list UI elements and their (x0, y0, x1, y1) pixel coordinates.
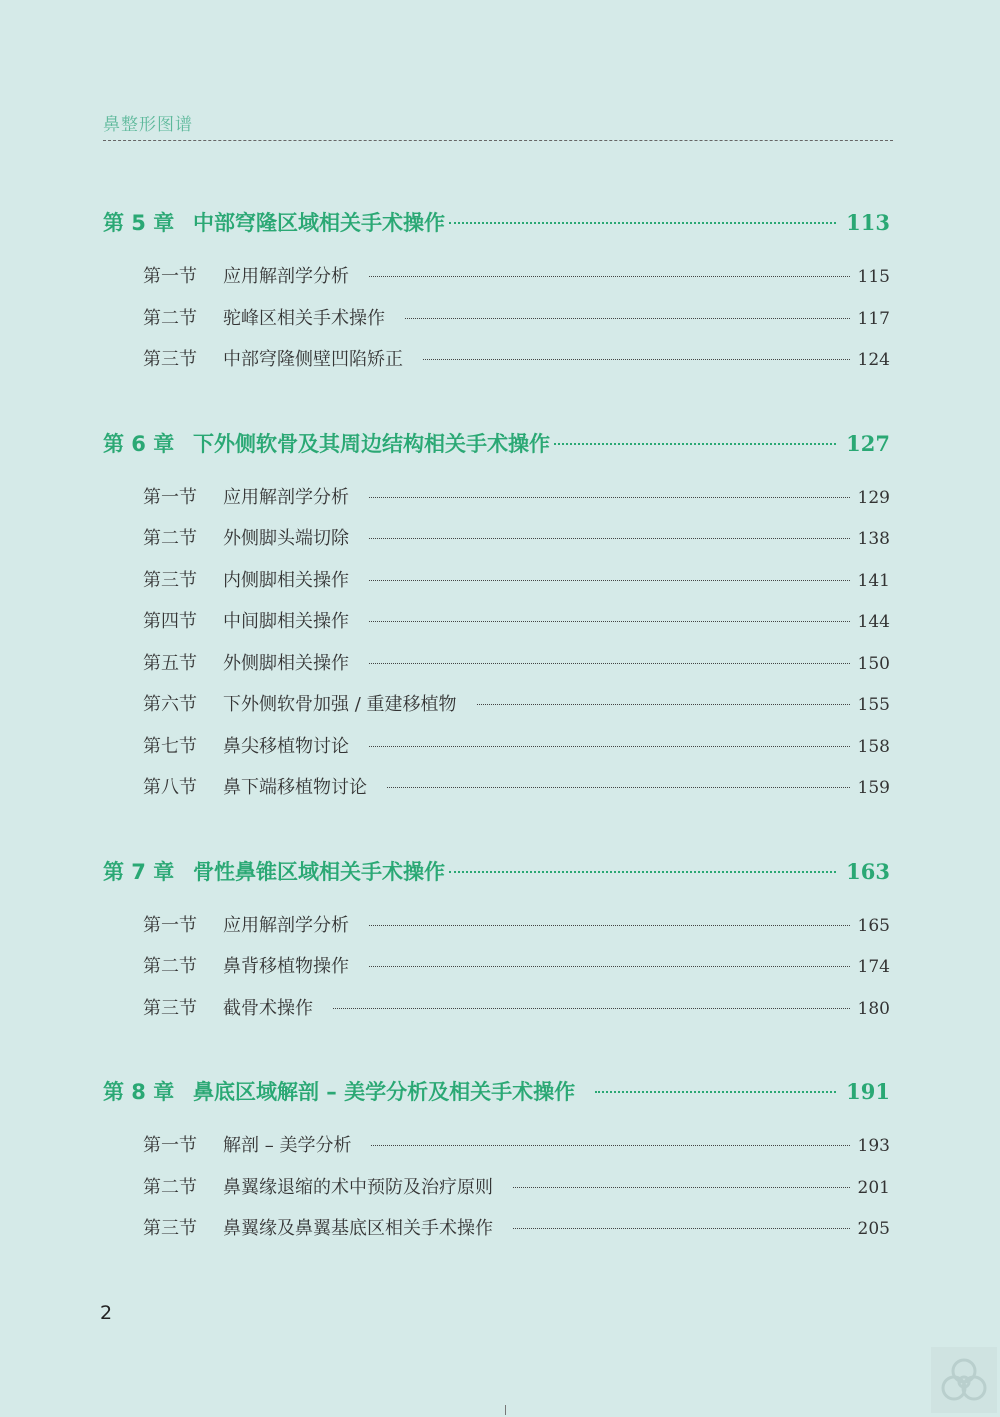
chapter-page: 163 (846, 859, 890, 884)
section-page: 159 (857, 778, 890, 798)
section-title: 中部穹隆侧壁凹陷矫正 (223, 349, 403, 370)
biohazard-watermark-icon (931, 1347, 997, 1413)
chapter-title: 骨性鼻锥区域相关手术操作 (193, 860, 445, 884)
chapter-page: 113 (846, 210, 890, 235)
chapter-number: 第 8 章 (103, 1080, 175, 1104)
header-divider (103, 140, 893, 141)
section-row[interactable] (143, 1214, 890, 1240)
section-title: 应用解剖学分析 (223, 487, 349, 508)
section-page: 205 (857, 1219, 890, 1239)
chapter-row[interactable] (103, 207, 890, 237)
section-page: 193 (857, 1136, 890, 1156)
chapter-title: 中部穹隆区域相关手术操作 (193, 211, 445, 235)
section-number: 第三节 (143, 1218, 197, 1239)
section-title: 鼻背移植物操作 (223, 956, 349, 977)
chapter-title: 鼻底区域解剖 – 美学分析及相关手术操作 (193, 1080, 576, 1104)
section-number: 第一节 (143, 1135, 197, 1156)
dot-leader (369, 580, 850, 581)
dot-leader (449, 871, 836, 873)
chapter-row[interactable] (103, 428, 890, 458)
section-title: 中间脚相关操作 (223, 611, 349, 632)
section-number: 第五节 (143, 653, 197, 674)
section-page: 117 (857, 309, 890, 329)
crop-mark (505, 1405, 506, 1415)
section-row[interactable] (143, 607, 890, 633)
section-row[interactable] (143, 566, 890, 592)
section-number: 第八节 (143, 777, 197, 798)
dot-leader (369, 746, 850, 747)
dot-leader (369, 966, 850, 967)
dot-leader (371, 1145, 849, 1146)
section-row[interactable] (143, 732, 890, 758)
dot-leader (369, 276, 850, 277)
section-title: 外侧脚头端切除 (223, 528, 349, 549)
dot-leader (513, 1187, 850, 1188)
chapter-row[interactable] (103, 1076, 890, 1106)
section-title: 鼻翼缘退缩的术中预防及治疗原则 (223, 1177, 493, 1198)
section-title: 应用解剖学分析 (223, 266, 349, 287)
section-row[interactable] (143, 483, 890, 509)
section-number: 第三节 (143, 570, 197, 591)
dot-leader (405, 318, 850, 319)
section-title: 鼻翼缘及鼻翼基底区相关手术操作 (223, 1218, 493, 1239)
section-page: 129 (857, 488, 890, 508)
dot-leader (333, 1008, 850, 1009)
section-number: 第二节 (143, 956, 197, 977)
dot-leader (369, 925, 850, 926)
section-number: 第一节 (143, 915, 197, 936)
section-title: 外侧脚相关操作 (223, 653, 349, 674)
section-number: 第二节 (143, 528, 197, 549)
section-row[interactable] (143, 649, 890, 675)
section-page: 141 (857, 571, 890, 591)
dot-leader (369, 538, 850, 539)
section-title: 鼻尖移植物讨论 (223, 736, 349, 757)
section-row[interactable] (143, 690, 890, 716)
section-page: 124 (857, 350, 890, 370)
chapter-title: 下外侧软骨及其周边结构相关手术操作 (193, 432, 550, 456)
dot-leader (369, 663, 850, 664)
section-page: 150 (857, 654, 890, 674)
dot-leader (449, 222, 836, 224)
section-row[interactable] (143, 1173, 890, 1199)
section-row[interactable] (143, 773, 890, 799)
section-page: 138 (857, 529, 890, 549)
section-number: 第七节 (143, 736, 197, 757)
section-page: 165 (857, 916, 890, 936)
section-title: 鼻下端移植物讨论 (223, 777, 367, 798)
section-row[interactable] (143, 1131, 890, 1157)
section-page: 115 (857, 267, 890, 287)
section-page: 201 (857, 1178, 890, 1198)
section-number: 第六节 (143, 694, 197, 715)
chapter-number: 第 6 章 (103, 432, 175, 456)
section-page: 144 (857, 612, 890, 632)
chapter-number: 第 5 章 (103, 211, 175, 235)
section-title: 下外侧软骨加强 / 重建移植物 (223, 694, 457, 715)
dot-leader (423, 359, 850, 360)
chapter-page: 127 (846, 431, 890, 456)
section-number: 第一节 (143, 487, 197, 508)
section-title: 截骨术操作 (223, 998, 313, 1019)
section-title: 驼峰区相关手术操作 (223, 308, 385, 329)
section-title: 解剖 – 美学分析 (223, 1135, 352, 1156)
section-page: 158 (857, 737, 890, 757)
section-number: 第二节 (143, 1177, 197, 1198)
section-row[interactable] (143, 994, 890, 1020)
dot-leader (369, 621, 850, 622)
section-number: 第一节 (143, 266, 197, 287)
section-page: 174 (857, 957, 890, 977)
section-number: 第三节 (143, 349, 197, 370)
dot-leader (595, 1091, 836, 1093)
section-row[interactable] (143, 952, 890, 978)
section-row[interactable] (143, 911, 890, 937)
section-row[interactable] (143, 304, 890, 330)
section-page: 180 (857, 999, 890, 1019)
section-row[interactable] (143, 262, 890, 288)
section-number: 第四节 (143, 611, 197, 632)
dot-leader (369, 497, 850, 498)
running-header: 鼻整形图谱 (103, 115, 193, 135)
chapter-page: 191 (846, 1079, 890, 1104)
section-title: 内侧脚相关操作 (223, 570, 349, 591)
dot-leader (554, 443, 836, 445)
section-title: 应用解剖学分析 (223, 915, 349, 936)
section-number: 第三节 (143, 998, 197, 1019)
dot-leader (513, 1228, 850, 1229)
chapter-number: 第 7 章 (103, 860, 175, 884)
page-number: 2 (100, 1302, 113, 1324)
section-row[interactable] (143, 524, 890, 550)
section-row[interactable] (143, 345, 890, 371)
chapter-row[interactable] (103, 856, 890, 886)
dot-leader (387, 787, 850, 788)
section-page: 155 (857, 695, 890, 715)
dot-leader (477, 704, 850, 705)
section-number: 第二节 (143, 308, 197, 329)
